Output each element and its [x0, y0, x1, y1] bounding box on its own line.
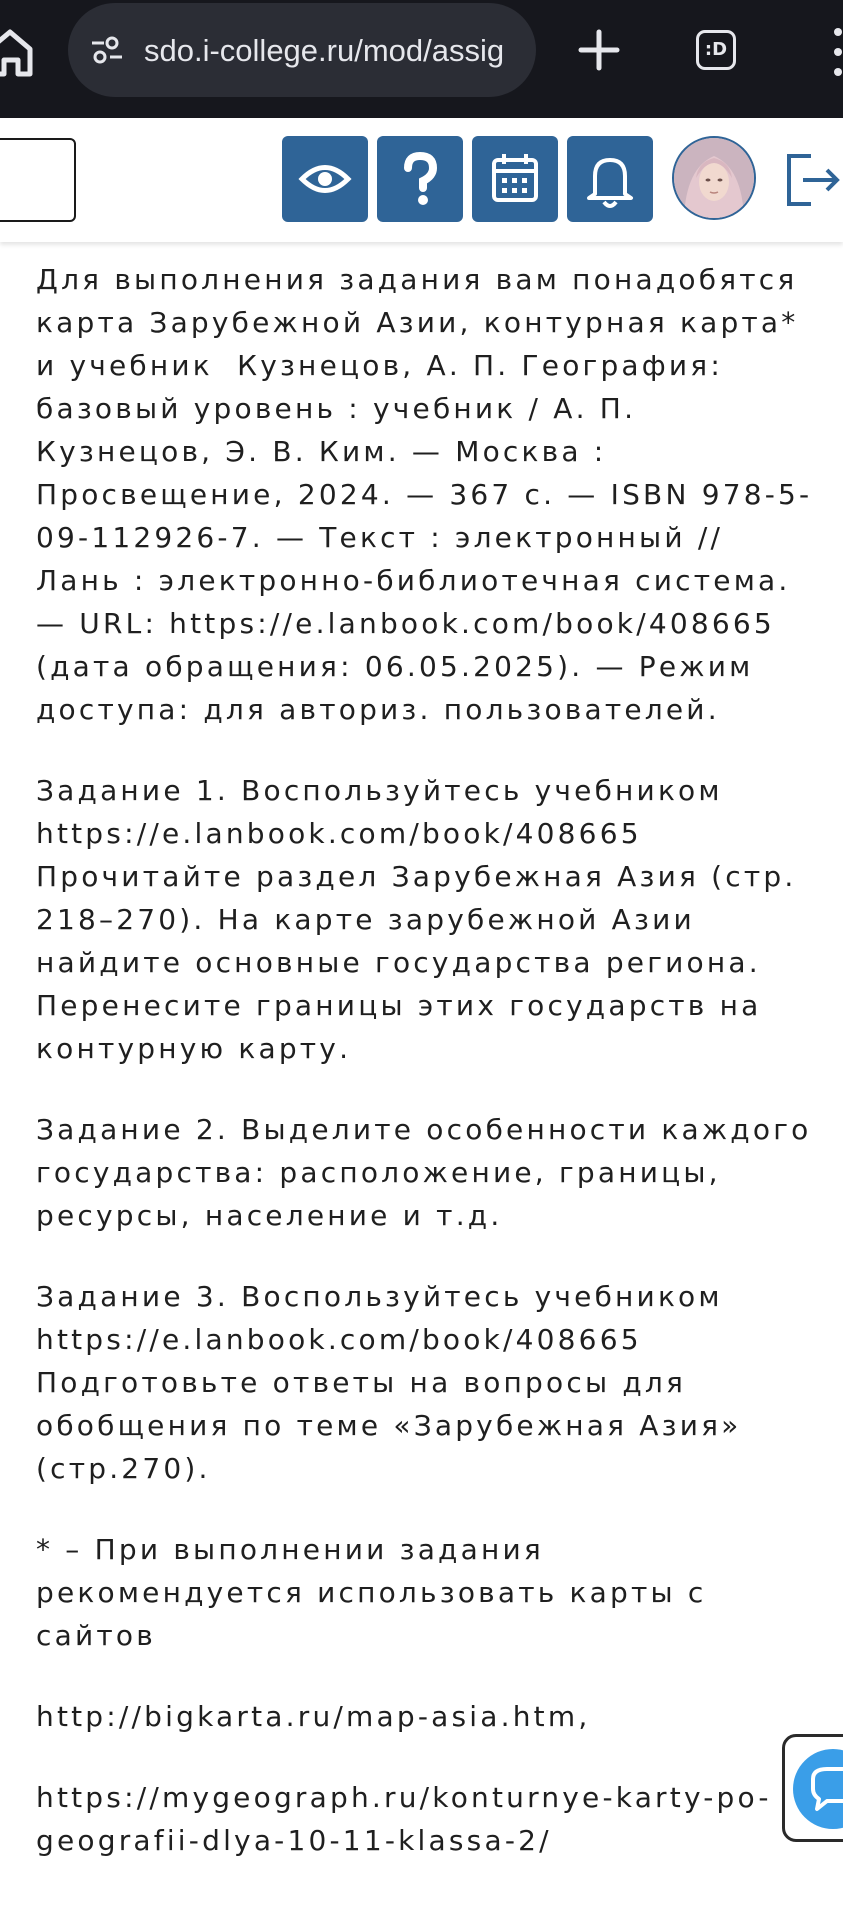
text-line: Для выполнения задания вам понадобятся: [36, 263, 798, 296]
accessibility-view-button[interactable]: [282, 136, 368, 222]
browser-toolbar: [0, 0, 843, 118]
text-line: Подготовьте ответы на вопросы для: [36, 1366, 687, 1399]
tab-switcher-button[interactable]: :D: [696, 30, 736, 70]
text-line: рекомендуется использовать карты с: [36, 1576, 707, 1609]
text-line: обобщения по теме «Зарубежная Азия»: [36, 1409, 742, 1442]
search-input[interactable]: [0, 138, 76, 222]
text-line: карта Зарубежной Азии, контурная карта*: [36, 306, 799, 339]
task-3-paragraph: [36, 1275, 826, 1490]
url-text[interactable]: sdo.i-college.ru/mod/assig: [144, 33, 505, 68]
text-line: государства: расположение, границы,: [36, 1156, 721, 1189]
new-tab-icon[interactable]: [575, 26, 623, 74]
calendar-button[interactable]: [472, 136, 558, 222]
bell-icon: [567, 136, 653, 222]
site-settings-icon[interactable]: [90, 35, 124, 65]
text-line: Просвещение, 2024. — 367 с. — ISBN 978-5-: [36, 478, 813, 511]
assignment-description: [36, 258, 826, 1900]
text-line: Лань : электронно-библиотечная система.: [36, 564, 791, 597]
intro-paragraph: [36, 258, 826, 731]
calendar-icon: [472, 136, 558, 222]
logout-icon[interactable]: [785, 148, 843, 212]
text-line: (стр.270).: [36, 1452, 211, 1485]
text-line: сайтов: [36, 1619, 156, 1652]
text-line: доступа: для авториз. пользователей.: [36, 693, 720, 726]
map-link-2-paragraph: [36, 1776, 826, 1862]
text-line: Перенесите границы этих государств на: [36, 989, 762, 1022]
text-line: Задание 3. Воспользуйтесь учебником: [36, 1280, 723, 1313]
text-line: найдите основные государства региона.: [36, 946, 761, 979]
chat-icon: [793, 1749, 843, 1829]
text-line: базовый уровень : учебник / А. П.: [36, 392, 637, 425]
note-paragraph: [36, 1528, 826, 1657]
text-line: * – При выполнении задания: [36, 1533, 544, 1566]
user-photo-icon: [674, 138, 754, 218]
eye-icon: [282, 136, 368, 222]
more-menu-icon[interactable]: [828, 24, 843, 80]
text-line: Прочитайте раздел Зарубежная Азия (стр.: [36, 860, 797, 893]
textbook-link[interactable]: https://e.lanbook.com/book/408665: [36, 1323, 642, 1356]
text-line: 218–270). На карте зарубежной Азии: [36, 903, 695, 936]
text-line: Кузнецов, Э. В. Ким. — Москва :: [36, 435, 607, 468]
notifications-button[interactable]: [567, 136, 653, 222]
text-line: Задание 1. Воспользуйтесь учебником: [36, 774, 723, 807]
text-line: (дата обращения: 06.05.2025). — Режим: [36, 650, 754, 683]
home-icon[interactable]: [0, 22, 34, 82]
task-2-paragraph: [36, 1108, 826, 1237]
text-line: — URL: https://e.lanbook.com/book/408665: [36, 607, 775, 640]
map-link[interactable]: http://bigkarta.ru/map-asia.htm,: [36, 1700, 591, 1733]
text-line: и учебник Кузнецов, А. П. География:: [36, 349, 723, 382]
text-line: ресурсы, население и т.д.: [36, 1199, 503, 1232]
map-link-1-paragraph: [36, 1695, 826, 1738]
site-header: [0, 118, 843, 242]
text-line: Задание 2. Выделите особенности каждого: [36, 1113, 812, 1146]
help-button[interactable]: [377, 136, 463, 222]
text-line: 09-112926-7. — Текст : электронный //: [36, 521, 724, 554]
question-icon: [377, 136, 463, 222]
text-line: контурную карту.: [36, 1032, 352, 1065]
task-1-paragraph: [36, 769, 826, 1070]
address-bar[interactable]: [68, 3, 536, 97]
chat-widget-button[interactable]: [782, 1734, 843, 1842]
map-link[interactable]: geografii-dlya-10-11-klassa-2/: [36, 1824, 552, 1857]
avatar[interactable]: [672, 136, 756, 220]
map-link[interactable]: https://mygeograph.ru/konturnye-karty-po-: [36, 1781, 772, 1814]
textbook-link[interactable]: https://e.lanbook.com/book/408665: [36, 817, 642, 850]
